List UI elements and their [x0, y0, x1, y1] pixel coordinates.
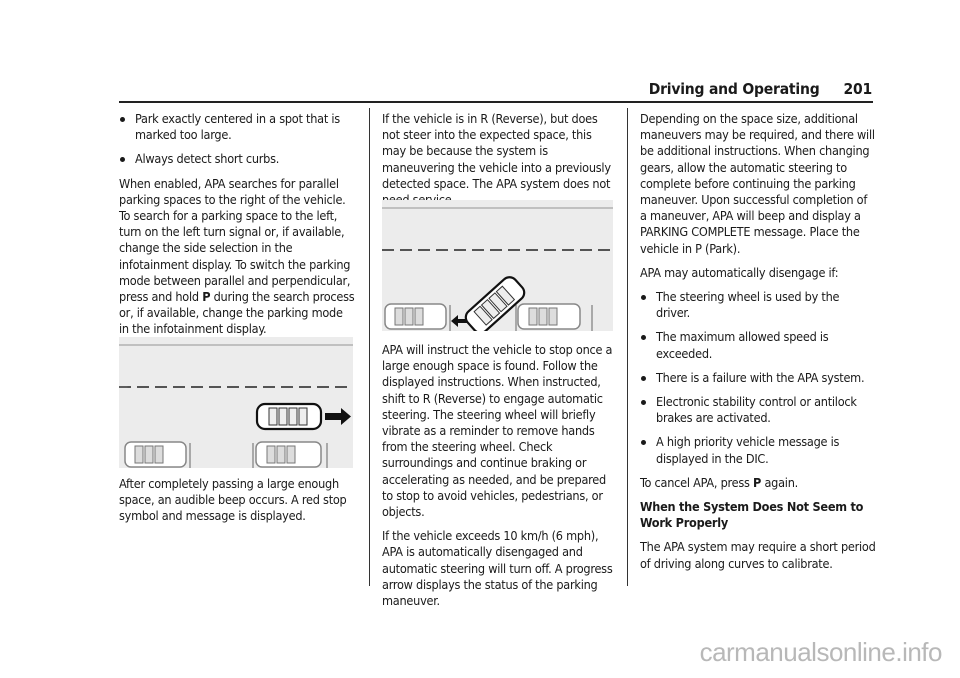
column-divider-1: [369, 108, 370, 586]
parked-vehicle: [518, 304, 580, 329]
bullet-item: A high priority vehicle message is displayed in the DIC.: [640, 434, 876, 466]
paragraph: APA will instruct the vehicle to stop once a large enough space is found. Follow the displayed instructions. When instructed, shift to R (Reverse) to engage automatic steering. The steering wheel will briefly vibrate as a reminder to remove hands from the steering wheel. Check surroundings and continue braking or accelerating as needed, and be prepared to stop to avoid vehicles, pedestrians, or objects.: [382, 342, 613, 520]
paragraph: [640, 475, 876, 491]
column-divider-2: [627, 108, 628, 586]
paragraph: After completely passing a large enough space, an audible beep occurs. A red stop symbol and message is displayed.: [119, 476, 347, 524]
parked-vehicle: [256, 442, 321, 467]
section-title: Driving and Operating: [648, 80, 820, 98]
paragraph-text: again.: [764, 474, 798, 490]
column-1: [119, 111, 355, 346]
parked-vehicle: [125, 442, 186, 467]
parallel-search-illustration: [119, 337, 353, 468]
section-heading: When the System Does Not Seem to Work Properly: [640, 499, 864, 531]
column-2-lower: [382, 342, 614, 617]
bullet-item: Always detect short curbs.: [119, 151, 355, 167]
watermark: carmanualsonline.info: [699, 637, 942, 667]
paragraph: Depending on the space size, additional maneuvers may be required, and there will be additional instructions. When changing gears, allow the automatic steering to complete before continuing the parking maneuver. Upon successful completion of a maneuver, APA will beep and display a PARKING COMPLETE message. Place the vehicle in P (Park).: [640, 111, 875, 256]
bullet-item: Park exactly centered in a spot that is marked too large.: [119, 111, 355, 143]
paragraph: If the vehicle is in R (Reverse), but does not steer into the expected space, this may be because the system is maneuvering the vehicle into a previously detected space. The APA system does not: [382, 111, 611, 191]
bullet-item: There is a failure with the APA system.: [640, 370, 876, 386]
bullet-item: The steering wheel is used by the driver.: [640, 289, 876, 321]
page-number: 201: [843, 80, 872, 98]
paragraph-text: When enabled, APA searches for parallel parking spaces to the right of the vehicle. To search for a parking space to the left, turn on the left turn signal or, if available, change the side selection in the infotainment display. To switch the parking mode between parallel and perpendicular, press and hold: [119, 175, 351, 305]
bullet-item: The maximum allowed speed is exceeded.: [640, 329, 876, 361]
paragraph: APA may automatically disengage if:: [640, 264, 839, 280]
parking-button-icon: P: [753, 474, 762, 490]
reverse-parking-illustration: [382, 200, 613, 331]
paragraph: The APA system may require a short period of driving along curves to calibrate.: [640, 539, 876, 571]
header-rule: [119, 101, 873, 103]
paragraph: [119, 176, 355, 338]
column-3: [640, 111, 876, 580]
paragraph: If the vehicle exceeds 10 km/h (6 mph), APA is automatically disengaged and automatic steering will turn off. A progress arrow displays the status of the parking maneuver.: [382, 528, 613, 609]
paragraph-text: during the search process or, if available, change the parking mode in the infotainment display.: [119, 289, 355, 337]
moving-vehicle: [257, 404, 321, 429]
bullet-item: Electronic stability control or antilock brakes are activated.: [640, 394, 876, 426]
parked-vehicle: [385, 304, 446, 329]
paragraph-text: To cancel APA, press: [640, 474, 750, 490]
page-header: [649, 80, 872, 98]
column-1-lower: [119, 476, 355, 533]
parking-button-icon: P: [202, 289, 211, 305]
